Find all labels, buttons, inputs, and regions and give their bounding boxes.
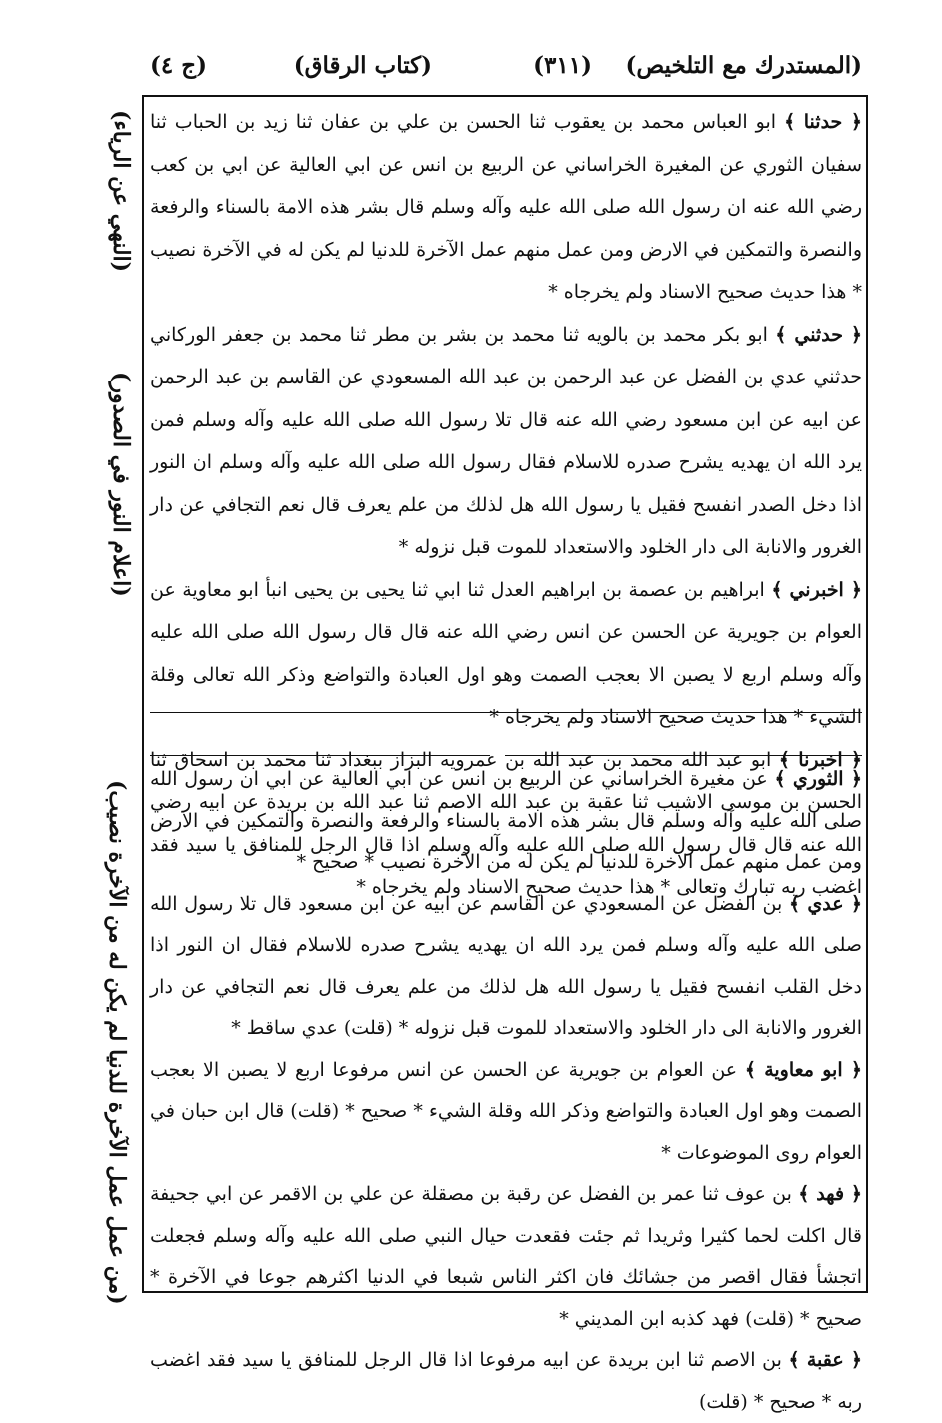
margin-heading: (اعلام النور في الصدور)	[108, 372, 134, 597]
entry-mark: ﴿ حدثنا ﴾	[784, 111, 863, 133]
entry-text: ابو العباس محمد بن يعقوب ثنا الحسن بن علي بن عفان ثنا زيد بن الحباب ثنا سفيان الثوري عن المغيرة الخراساني عن الربيع بن انس عن ابي العالية عن ابي بن كعب رضي الله عنه ان رسول الله صلى الله عليه وآله وسلم قال بشر هذه الامة بالسناء والرفعة والنصرة والتمكين في الارض ومن عمل منهم عمل الآخرة للدنيا لم يكن له في الآخرة نصيب * هذا حديث صحيح الاسناد ولم يخرجاه *	[150, 111, 862, 303]
hadith-entry	[150, 101, 862, 314]
section-divider-right	[505, 755, 862, 756]
volume-number: (ج ٤)	[150, 52, 207, 79]
entry-text: بن الفضل عن المسعودي عن القاسم عن ابيه عن ابن مسعود قال تلا رسول الله صلى الله عليه وآله وسلم فمن يرد الله ان يهديه يشرح صدره للاسلام فقال ان النور اذا دخل القلب انفسح فقيل يا رسول الله هل لذلك من علم يعرف قال نعم التجافي عن دار الغرور والانابة الى دار الخلود والاستعداد للموت قبل نزوله * (قلت) عدي ساقط *	[150, 892, 862, 1039]
book-title: (المستدرك مع التلخيص)	[625, 52, 862, 79]
entry-text: بن عوف ثنا عمر بن الفضل عن رقبة بن مصقلة عن علي بن الاقمر عن ابي جحيفة قال اكلت لحما كثيرا وثريدا ثم جئت فقعدت حيال النبي صلى الله عليه وآله وسلم فجعلت اتجشأ فقال اقصر من جشائك فان اكثر الناس شبعا في الدنيا اكثرهم جوعا في الآخرة * صحيح * (قلت) فهد كذبه ابن المديني *	[150, 1183, 862, 1330]
entry-text: بن الاصم ثنا ابن بريدة عن ابيه مرفوعا اذا قال الرجل للمنافق يا سيد فقد اغضب ربه * صحيح * (قلت)	[150, 1349, 862, 1413]
talkhis-entry	[150, 1340, 862, 1423]
entry-mark: ﴿ ابو معاوية ﴾	[744, 1058, 862, 1081]
entry-text: ابراهيم بن عصمة بن ابراهيم العدل ثنا ابي ثنا يحيى بن يحيى انبأ ابو معاوية عن العوام بن جويرية عن الحسن عن انس رضي الله عنه قال قال رسول الله صلى الله عليه وآله وسلم اربع لا يصبن الا بعجب الصمت وهو اول العبادة والتواضع وذكر الله تعالى وقلة الشيء * هذا حديث صحيح الاسناد ولم يخرجاه *	[150, 578, 862, 728]
entry-mark: ﴿ الثوري ﴾	[774, 768, 862, 790]
chapter-title: (كتاب الرقاق)	[293, 52, 432, 79]
entry-text: ابو بكر محمد بن بالويه ثنا محمد بن بشر بن مطر ثنا محمد بن جعفر الوركاني حدثني عدي بن الفضل عن عبد الرحمن بن عبد الله المسعودي عن القاسم بن عبد الرحمن عن ابيه عن ابن مسعود رضي الله عنه قال تلا رسول الله صلى الله عليه وآله وسلم فمن يرد الله ان يهديه يشرح صدره للاسلام فقال رسول الله صلى الله عليه وآله وسلم ان النور اذا دخل الصدر انفسح فقيل يا رسول الله هل لذلك من علم يعرف قال نعم التجافي عن دار الغرور والانابة الى دار الخلود والاستعداد للموت قبل نزوله *	[150, 323, 862, 558]
entry-mark: ﴿ عقبة ﴾	[788, 1349, 862, 1371]
entry-mark: ﴿ فهد ﴾	[798, 1183, 863, 1205]
talkhis-entry	[150, 759, 862, 884]
entry-text: عن مغيرة الخراساني عن الربيع بن انس عن ابي العالية عن ابي ان رسول الله صلى الله عليه وآله وسلم قال بشر هذه الامة بالسناء والرفعة والنصرة والتمكين في الارض ومن عمل منهم عمل الآخرة للدنيا لم يكن له من الآخرة نصيب * صحيح *	[150, 768, 862, 873]
page-number: (٣١١)	[533, 52, 592, 79]
entry-mark: ﴿ حدثني ﴾	[775, 323, 862, 346]
entry-text: عن العوام بن جويرية عن الحسن عن انس مرفوعا اربع لا يصبن الا بعجب الصمت وهو اول العبادة والتواضع وذكر الله وقلة الشيء * صحيح * (قلت) قال ابن حبان في العوام روى الموضوعات *	[150, 1058, 862, 1164]
talkhis-entry	[150, 1050, 862, 1175]
margin-heading: (النهي عن الرياء)	[108, 110, 134, 273]
talkhis-entry	[150, 884, 862, 1050]
margin-heading: (من عمل عمل الآخرة للدنيا لم يكن له من الآخرة نصيب)	[104, 780, 130, 1305]
section-divider-left	[150, 755, 490, 756]
entry-mark: ﴿ عدي ﴾	[788, 892, 862, 915]
entry-mark: ﴿ اخبرنا ﴾	[778, 748, 862, 771]
entry-text: ابو عبد الله محمد بن عبد الله بن عمرويه البزاز ببغداد ثنا محمد بن اسحاق ثنا الحسن بن موسى الاشيب ثنا عقبة بن عبد الله الاصم ثنا عبد الله بن بريدة عن ابيه رضي الله عنه قال قال رسول الله صلى الله عليه وآله وسلم اذا قال الرجل للمنافق يا سيد فقد اغضب ربه تبارك وتعالى * هذا حديث صحيح الاسناد ولم يخرجاه *	[150, 748, 862, 898]
hadith-entry	[150, 314, 862, 569]
talkhis-entry	[150, 1174, 862, 1340]
talkhis-text	[150, 759, 862, 1423]
hadith-entry	[150, 569, 862, 739]
entry-mark: ﴿ اخبرني ﴾	[771, 578, 863, 601]
section-divider	[150, 712, 862, 713]
page-header	[150, 52, 862, 96]
